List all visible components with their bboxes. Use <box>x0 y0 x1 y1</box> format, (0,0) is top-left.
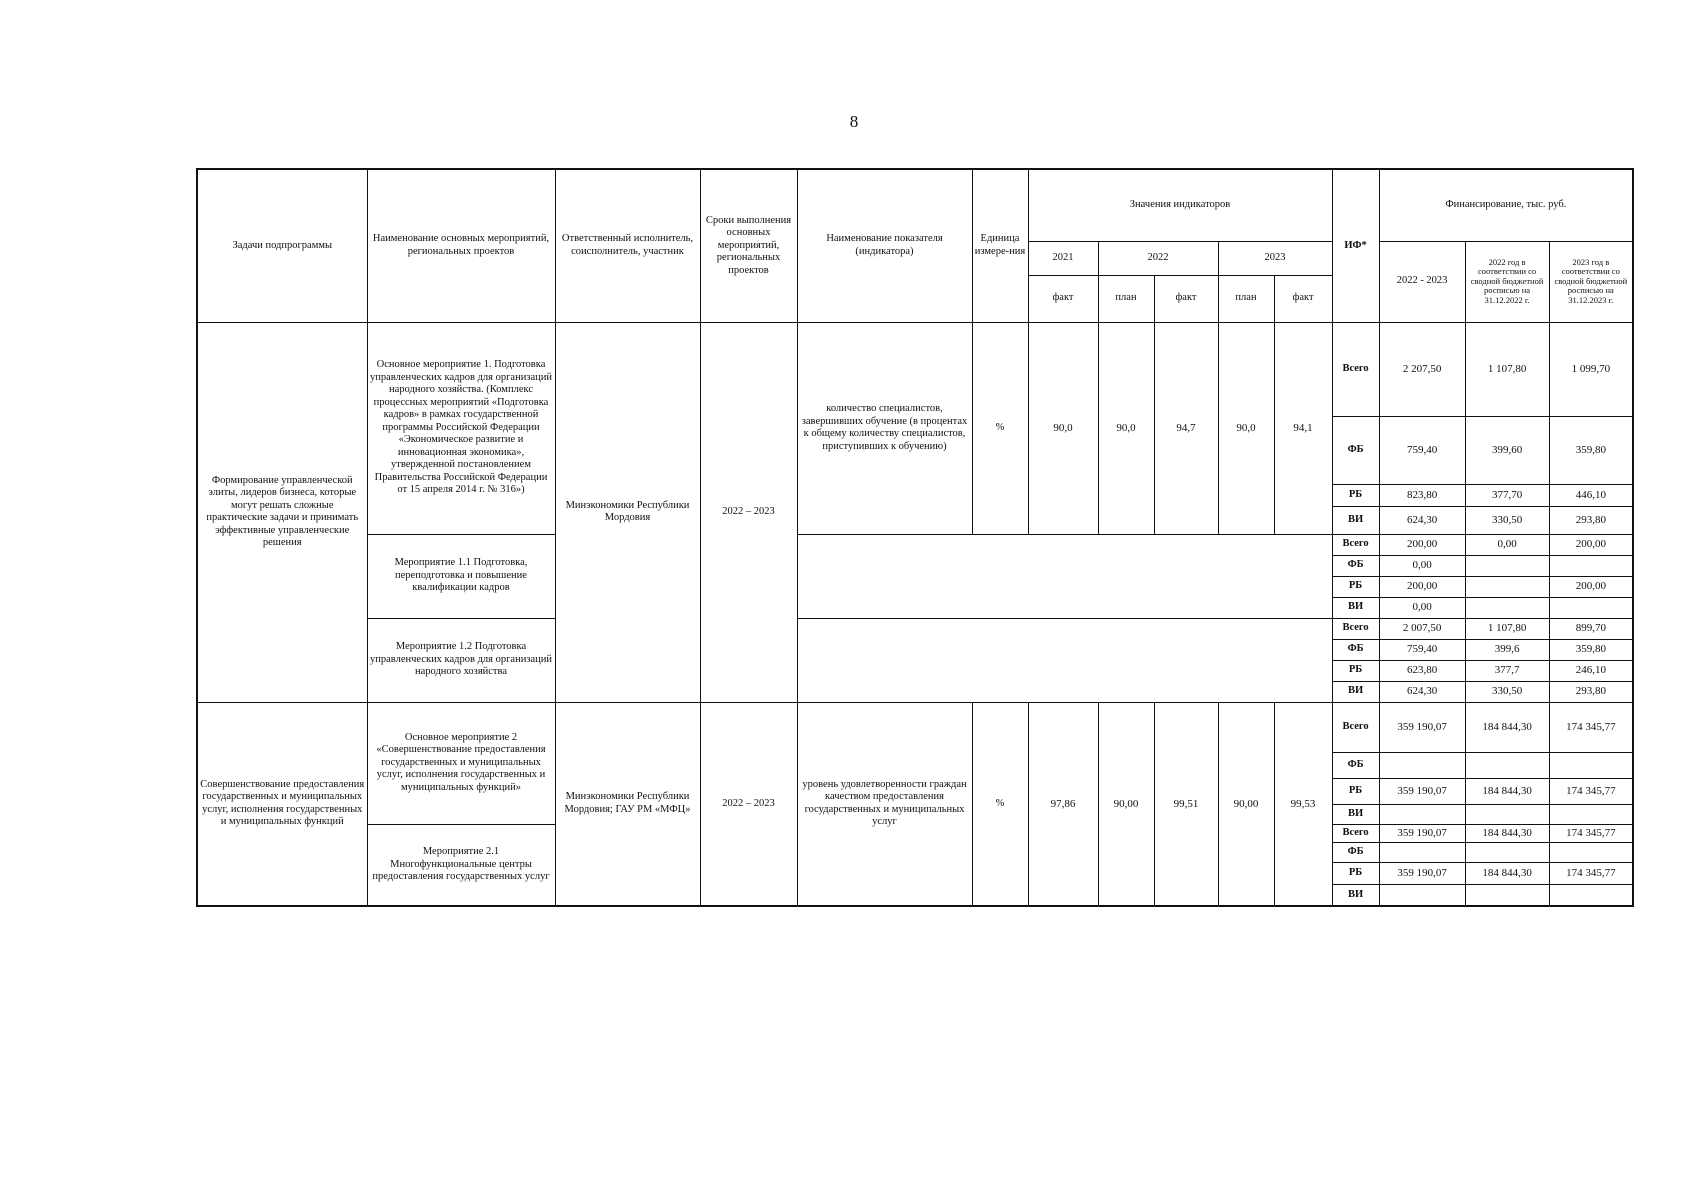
source-cell: ФБ <box>1332 842 1379 862</box>
page-number: 8 <box>849 112 859 131</box>
source-cell: ВИ <box>1332 597 1379 618</box>
fin-total: 2 007,50 <box>1379 618 1465 639</box>
fin-2022 <box>1465 555 1549 576</box>
value-2022-plan-1: 90,0 <box>1098 322 1154 534</box>
fin-2023 <box>1549 884 1633 906</box>
header-fin-period: 2022 - 2023 <box>1379 241 1465 322</box>
fin-total <box>1379 884 1465 906</box>
fin-total: 359 190,07 <box>1379 702 1465 752</box>
source-cell: РБ <box>1332 576 1379 597</box>
fin-2022: 399,60 <box>1465 416 1549 484</box>
fin-2022 <box>1465 842 1549 862</box>
unit-cell-2: % <box>972 702 1028 906</box>
fin-2023: 899,70 <box>1549 618 1633 639</box>
activity-2-1: Мероприятие 2.1 Многофункциональные центры предоставления государственных услуг <box>367 824 555 906</box>
header-2021-fact: факт <box>1028 275 1098 322</box>
fin-total: 759,40 <box>1379 416 1465 484</box>
fin-total: 623,80 <box>1379 660 1465 681</box>
fin-2023: 359,80 <box>1549 416 1633 484</box>
fin-2023: 246,10 <box>1549 660 1633 681</box>
header-2022-plan: план <box>1098 275 1154 322</box>
activity-main-2: Основное мероприятие 2 «Совершенствование предоставления государственных и муниципальных услуг, исполнения государственных и муниципальных функций» <box>367 702 555 824</box>
fin-total: 359 190,07 <box>1379 824 1465 842</box>
fin-2023 <box>1549 804 1633 824</box>
fin-total: 359 190,07 <box>1379 862 1465 884</box>
source-cell: ФБ <box>1332 416 1379 484</box>
fin-total: 759,40 <box>1379 639 1465 660</box>
responsible-cell-1: Минэкономики Республики Мордовия <box>555 322 700 702</box>
fin-2023: 174 345,77 <box>1549 778 1633 804</box>
source-cell: Всего <box>1332 702 1379 752</box>
fin-2022: 0,00 <box>1465 534 1549 555</box>
value-2022-fact-1: 94,7 <box>1154 322 1218 534</box>
header-fin-2023: 2023 год в соответствии со сводной бюджетной росписью на 31.12.2023 г. <box>1549 241 1633 322</box>
fin-2023 <box>1549 597 1633 618</box>
fin-total: 359 190,07 <box>1379 778 1465 804</box>
fin-2023: 293,80 <box>1549 681 1633 702</box>
source-cell: Всего <box>1332 824 1379 842</box>
table-row <box>197 322 1633 416</box>
fin-2022: 184 844,30 <box>1465 862 1549 884</box>
activity-main-1: Основное мероприятие 1. Подготовка управленческих кадров для организаций народного хозяйства. (Комплекс процессных мероприятий «Подготовка кадров» в рамках государственной программы Российской Федерации «Экономическое развитие и инновационная экономика», утвержденной постановлением Правительства Российской Федерации от 15 апреля 2014 г. № 316») <box>367 322 555 534</box>
value-2023-fact-2: 99,53 <box>1274 702 1332 906</box>
fin-2022 <box>1465 804 1549 824</box>
fin-total: 200,00 <box>1379 534 1465 555</box>
program-table <box>196 168 1634 907</box>
fin-2023 <box>1549 752 1633 778</box>
table-row <box>197 534 1633 555</box>
value-2023-fact-1: 94,1 <box>1274 322 1332 534</box>
fin-2022: 184 844,30 <box>1465 702 1549 752</box>
header-2023-fact: факт <box>1274 275 1332 322</box>
header-2023-plan: план <box>1218 275 1274 322</box>
header-if: ИФ* <box>1332 169 1379 322</box>
fin-2022: 1 107,80 <box>1465 322 1549 416</box>
indicator-cell-2: уровень удовлетворенности граждан качеством предоставления государственных и муниципальных услуг <box>797 702 972 906</box>
empty-indicator-block <box>797 534 1332 618</box>
terms-cell-1: 2022 – 2023 <box>700 322 797 702</box>
fin-2023: 293,80 <box>1549 506 1633 534</box>
source-cell: ВИ <box>1332 681 1379 702</box>
source-cell: Всего <box>1332 322 1379 416</box>
fin-2022: 330,50 <box>1465 681 1549 702</box>
value-2021-fact-2: 97,86 <box>1028 702 1098 906</box>
source-cell: РБ <box>1332 862 1379 884</box>
fin-2022: 377,70 <box>1465 484 1549 506</box>
fin-2022 <box>1465 884 1549 906</box>
fin-2023: 200,00 <box>1549 534 1633 555</box>
fin-2022: 184 844,30 <box>1465 778 1549 804</box>
fin-2023: 1 099,70 <box>1549 322 1633 416</box>
value-2023-plan-2: 90,00 <box>1218 702 1274 906</box>
header-row-1 <box>197 169 1633 241</box>
task-cell-2: Совершенствование предоставления государственных и муниципальных услуг, исполнения государственных и муниципальных функций <box>197 702 367 906</box>
fin-total: 2 207,50 <box>1379 322 1465 416</box>
fin-2022 <box>1465 752 1549 778</box>
fin-total: 0,00 <box>1379 597 1465 618</box>
fin-total: 624,30 <box>1379 681 1465 702</box>
fin-total: 0,00 <box>1379 555 1465 576</box>
header-year-2022: 2022 <box>1098 241 1218 275</box>
fin-2023 <box>1549 555 1633 576</box>
fin-2023: 174 345,77 <box>1549 862 1633 884</box>
fin-2022: 184 844,30 <box>1465 824 1549 842</box>
source-cell: Всего <box>1332 618 1379 639</box>
activity-1-1: Мероприятие 1.1 Подготовка, переподготовка и повышение квалификации кадров <box>367 534 555 618</box>
fin-total <box>1379 752 1465 778</box>
source-cell: Всего <box>1332 534 1379 555</box>
empty-indicator-block <box>797 618 1332 702</box>
source-cell: РБ <box>1332 484 1379 506</box>
fin-total: 624,30 <box>1379 506 1465 534</box>
value-2022-plan-2: 90,00 <box>1098 702 1154 906</box>
source-cell: РБ <box>1332 660 1379 681</box>
header-fin-2022: 2022 год в соответствии со сводной бюджетной росписью на 31.12.2022 г. <box>1465 241 1549 322</box>
value-2022-fact-2: 99,51 <box>1154 702 1218 906</box>
header-indicator: Наименование показателя (индикатора) <box>797 169 972 322</box>
source-cell: ФБ <box>1332 555 1379 576</box>
fin-2022 <box>1465 597 1549 618</box>
fin-total <box>1379 804 1465 824</box>
header-2022-fact: факт <box>1154 275 1218 322</box>
fin-2023: 359,80 <box>1549 639 1633 660</box>
fin-2023: 174 345,77 <box>1549 702 1633 752</box>
activity-1-2: Мероприятие 1.2 Подготовка управленческих кадров для организаций народного хозяйства <box>367 618 555 702</box>
header-year-2021: 2021 <box>1028 241 1098 275</box>
fin-2022: 1 107,80 <box>1465 618 1549 639</box>
source-cell: ВИ <box>1332 884 1379 906</box>
table-row <box>197 702 1633 752</box>
fin-2023 <box>1549 842 1633 862</box>
fin-2023: 446,10 <box>1549 484 1633 506</box>
responsible-cell-2: Минэкономики Республики Мордовия; ГАУ РМ «МФЦ» <box>555 702 700 906</box>
header-financing: Финансирование, тыс. руб. <box>1379 169 1633 241</box>
fin-total: 823,80 <box>1379 484 1465 506</box>
fin-2022: 377,7 <box>1465 660 1549 681</box>
fin-2023: 174 345,77 <box>1549 824 1633 842</box>
fin-total <box>1379 842 1465 862</box>
value-2021-fact-1: 90,0 <box>1028 322 1098 534</box>
source-cell: ФБ <box>1332 639 1379 660</box>
header-activities: Наименование основных мероприятий, региональных проектов <box>367 169 555 322</box>
source-cell: ФБ <box>1332 752 1379 778</box>
header-year-2023: 2023 <box>1218 241 1332 275</box>
fin-total: 200,00 <box>1379 576 1465 597</box>
fin-2023: 200,00 <box>1549 576 1633 597</box>
terms-cell-2: 2022 – 2023 <box>700 702 797 906</box>
value-2023-plan-1: 90,0 <box>1218 322 1274 534</box>
header-terms: Сроки выполнения основных мероприятий, региональных проектов <box>700 169 797 322</box>
unit-cell-1: % <box>972 322 1028 534</box>
header-values: Значения индикаторов <box>1028 169 1332 241</box>
fin-2022: 399,6 <box>1465 639 1549 660</box>
source-cell: РБ <box>1332 778 1379 804</box>
source-cell: ВИ <box>1332 804 1379 824</box>
source-cell: ВИ <box>1332 506 1379 534</box>
task-cell-1: Формирование управленческой элиты, лидеров бизнеса, которые могут решать сложные практические задачи и принимать эффективные управленческие решения <box>197 322 367 702</box>
fin-2022 <box>1465 576 1549 597</box>
header-tasks: Задачи подпрограммы <box>197 169 367 322</box>
header-unit: Единица измере-ния <box>972 169 1028 322</box>
fin-2022: 330,50 <box>1465 506 1549 534</box>
indicator-cell-1: количество специалистов, завершивших обучение (в процентах к общему количеству специалистов, приступивших к обучению) <box>797 322 972 534</box>
table-row <box>197 618 1633 639</box>
header-responsible: Ответственный исполнитель, соисполнитель, участник <box>555 169 700 322</box>
